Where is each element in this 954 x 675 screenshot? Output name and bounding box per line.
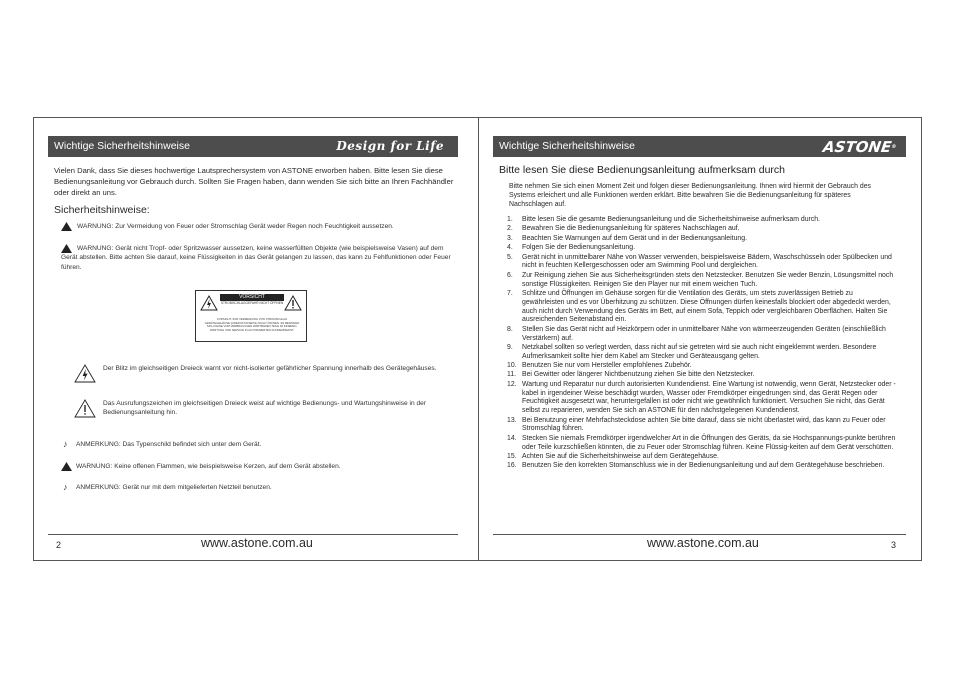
instructions-intro: Bitte nehmen Sie sich einen Moment Zeit und folgen dieser Bedienungsanleitung. Ihnen wird hiermit der Gebrauch des Systems erleichert und alle Funktionen werden erklärt. Bitte bewahren Sie die Bedienungsanleitung für späteres Nachschlagen auf. xyxy=(509,183,871,208)
slogan-logo: Design for Life xyxy=(336,139,444,153)
caution-label xyxy=(195,290,307,342)
list-item xyxy=(507,225,897,234)
list-item-text: Achten Sie auf die Sicherheitshinweise auf dem Gerätegehäuse. xyxy=(522,453,719,461)
list-item xyxy=(507,417,897,435)
right-footer-rule xyxy=(493,534,906,535)
exclamation-note-text: Das Ausrufungszeichen im gleichseitigen Dreieck weist auf wichtige Bedienungs- und Wartungshinweise in der Bedienungsanleitung hin. xyxy=(103,400,427,417)
list-item-number: 6. xyxy=(507,271,513,279)
list-item-number: 12. xyxy=(507,380,517,388)
list-item-number: 8. xyxy=(507,325,513,333)
list-item-text: Bei Gewitter oder längerer Nichtbenutzung ziehen Sie bitte den Netzstecker. xyxy=(522,371,755,379)
instruction-list xyxy=(507,216,897,472)
intro-paragraph: Vielen Dank, dass Sie dieses hochwertige Lautsprechersystem von ASTONE erworben haben. Bitte lesen Sie diese Bedienungsanleitung vor Gebrauch durch. Sollten Sie Fragen haben, dann wenden Sie sich bitte an Ihren Fachhändler oder direkt an uns. xyxy=(54,166,454,197)
list-item xyxy=(507,290,897,325)
list-item-number: 5. xyxy=(507,253,513,261)
list-item xyxy=(507,244,897,253)
warning-text-3: WARNUNG: Keine offenen Flammen, wie beispielsweise Kerzen, auf dem Gerät abstellen. xyxy=(76,463,341,470)
list-item-number: 4. xyxy=(507,244,513,252)
list-item-text: Benutzen Sie den korrekten Stomanschluss wie in der Bedienungsanleitung und auf dem Gerätegehäuse beschrieben. xyxy=(522,462,885,470)
astone-logo-text: ASTONE xyxy=(821,138,893,156)
list-item-number: 16. xyxy=(507,462,517,470)
list-item-text: Zur Reinigung ziehen Sie aus Sicherheitsgründen stets den Netzstecker. Benutzen Sie weder Benzin, Lösungsmittel noch sonstige Flüssigkeiten. Reinigen Sie den Player nur mit einem weichen Tuch. xyxy=(522,271,894,288)
lightning-triangle-icon xyxy=(200,295,218,311)
list-item xyxy=(507,362,897,371)
right-header-bar xyxy=(493,136,906,157)
list-item-text: Netzkabel sollten so verlegt werden, dass nicht auf sie getreten wird sie auch nicht eingeklemmt werden. Besondere Aufmerksamkeit sollte hier dem Kabel am Stecker und Geräteausgang gelten. xyxy=(522,343,877,360)
note-text-2: ANMERKUNG: Gerät nur mit dem mitgelieferten Netzteil benutzen. xyxy=(76,484,272,491)
warning-row-3 xyxy=(61,462,458,471)
lightning-triangle-icon xyxy=(74,364,96,383)
website-url-right: www.astone.com.au xyxy=(647,536,759,550)
list-item xyxy=(507,216,897,225)
list-item-text: Stecken Sie niemals Fremdkörper irgendwelcher Art in die Öffnungen des Geräts, da sie Hochspannungs-punkte berühren oder Teile kurzschließen könnten, die zu Feuer oder Stromschlag führen. Keine Flüssig-keiten auf dem Gerät verschütten. xyxy=(522,434,896,451)
warning-row-2 xyxy=(61,244,461,272)
list-item-number: 3. xyxy=(507,234,513,242)
music-note-icon: ♪ xyxy=(63,439,68,449)
list-item xyxy=(507,462,897,471)
website-url-left: www.astone.com.au xyxy=(201,536,313,550)
instructions-title: Bitte lesen Sie diese Bedienungsanleitung aufmerksam durch xyxy=(499,164,786,176)
warning-text-2: WARNUNG: Gerät nicht Tropf- oder Spritzwasser aussetzen, keine wasserfüllten Objekte (wie beispielsweise Vasen) auf dem Gerät abstellen. Bitte achten Sie darauf, keine Flüssigkeiten in das Gerät gelangen zu lassen, das kann zu Fehlfunktionen oder Feuer führen. xyxy=(61,245,451,271)
lightning-note-text: Der Blitz im gleichseitigen Dreieck warnt vor nicht-isolierter gefährlicher Spannung innerhalb des Gerätegehäuses. xyxy=(103,365,437,372)
note-row-1 xyxy=(63,440,458,449)
warning-triangle-icon xyxy=(61,462,72,471)
warning-row-1 xyxy=(61,222,461,231)
list-item xyxy=(507,235,897,244)
list-item-number: 14. xyxy=(507,434,517,442)
list-item xyxy=(507,435,897,453)
caution-label-fine-print: VORSICHT: ZUR VERMEIDUNG VON STROMSCHLAG GERÄTEGEHÄUSE (ODER RÜCKSEITE) NICHT ÖFFNEN. ES BEFINDEN SICH KEINE VOM VERBRAUCHER WARTBAREN TEILE IM INNEREN. WARTUNG UND SERVICE IN AUTORISIERTEN KUNDENDIENST. xyxy=(204,317,300,332)
warning-triangle-icon xyxy=(61,222,72,231)
list-item-number: 10. xyxy=(507,362,517,370)
music-note-icon: ♪ xyxy=(63,482,68,492)
page-number-right: 3 xyxy=(891,540,897,550)
list-item-number: 7. xyxy=(507,289,513,297)
note-row-2 xyxy=(63,483,458,492)
list-item-text: Stellen Sie das Gerät nicht auf Heizkörpern oder in unmittelbarer Nähe von wärmeerzeugenden Geräten (einschließlich Verstärkern) auf. xyxy=(522,325,886,342)
caution-label-subheading: STROMSCHLAGGEFAHR NICHT ÖFFNEN xyxy=(220,301,284,305)
list-item xyxy=(507,453,897,462)
exclamation-triangle-icon xyxy=(74,399,96,418)
left-header-bar xyxy=(48,136,458,157)
list-item-number: 1. xyxy=(507,216,513,223)
list-item-number: 2. xyxy=(507,225,513,233)
list-item-text: Bitte lesen Sie die gesamte Bedienungsanleitung und die Sicherheitshinweise aufmerksam durch. xyxy=(522,216,821,223)
list-item-text: Folgen Sie der Bedienungsanleitung. xyxy=(522,244,636,252)
list-item-text: Beachten Sie Warnungen auf dem Gerät und in der Bedienungsanleitung. xyxy=(522,234,747,242)
exclamation-triangle-icon xyxy=(284,295,302,311)
list-item-text: Bei Benutzung einer Mehrfachsteckdose achten Sie bitte darauf, dass sie nicht überlastet wird, das kann zu Feuer oder Stromschlag führen. xyxy=(522,416,886,433)
list-item-number: 15. xyxy=(507,453,517,461)
page-number-left: 2 xyxy=(56,540,62,550)
warning-triangle-icon xyxy=(61,244,72,253)
list-item-text: Wartung und Reparatur nur durch autorisierten Kundendienst. Eine Wartung ist notwendig, wenn Gerät, Netzstecker oder -kabel in irgendeiner Weise beschädigt wurden, Wasser oder Fremdkörper eingedrungen sind, das Gerät Regen oder Feuchtigkeit ausgesetzt war, heruntergefallen ist oder nicht wie gewöhnlich funktioniert. Versuchen Sie nicht, das Gerät selbst zu reparieren, wenden Sie sich an ASTONE für den nächstgelegenen Kundendienst. xyxy=(522,380,896,415)
astone-logo: ASTONE® xyxy=(821,138,897,156)
right-page xyxy=(479,118,921,560)
left-footer-rule xyxy=(48,534,458,535)
list-item-text: Schlitze und Öffnungen im Gehäuse sorgen für die Ventilation des Geräts, um stets zuverlässigen Betrieb zu gewährleisten und es vor Überhitzung zu schützen. Diese Öffnungen dürfen keinesfalls blockiert oder abgedeckt werden, auch nicht durch Verwendung des Geräts im Bett, auf einem Sofa, Teppich oder vergleichbaren Oberflächen. Halten Sie ausreichenden Seitenabstand ein. xyxy=(522,289,891,324)
list-item-number: 13. xyxy=(507,416,517,424)
right-header-title: Wichtige Sicherheitshinweise xyxy=(499,140,635,152)
list-item xyxy=(507,272,897,290)
list-item-text: Benutzen Sie nur vom Hersteller empfohlenes Zubehör. xyxy=(522,362,692,370)
list-item-number: 11. xyxy=(507,371,517,379)
note-text-1: ANMERKUNG: Das Typenschild befindet sich unter dem Gerät. xyxy=(76,441,262,448)
lightning-note-row xyxy=(74,364,459,373)
list-item xyxy=(507,381,897,416)
warning-text-1: WARNUNG: Zur Vermeidung von Feuer oder Stromschlag Gerät weder Regen noch Feuchtigkeit aussetzen. xyxy=(77,223,394,230)
caution-label-heading: VORSICHT xyxy=(220,294,284,301)
list-item-text: Bewahren Sie die Bedienungsanleitung für späteres Nachschlagen auf. xyxy=(522,225,740,233)
left-page xyxy=(34,118,478,560)
caution-label-center xyxy=(220,294,284,305)
exclamation-note-row xyxy=(74,399,459,418)
list-item-number: 9. xyxy=(507,343,513,351)
list-item xyxy=(507,371,897,380)
list-item xyxy=(507,326,897,344)
list-item-text: Gerät nicht in unmittelbarer Nähe von Wasser verwenden, beispielsweise Bädern, Waschschüsseln oder Spülbecken und nicht in feuchten Kellergeschossen oder am Swimming Pool und dergleichen. xyxy=(522,253,892,270)
list-item xyxy=(507,254,897,272)
section-title: Sicherheitshinweise: xyxy=(54,204,150,216)
left-header-title: Wichtige Sicherheitshinweise xyxy=(54,140,190,152)
list-item xyxy=(507,344,897,362)
